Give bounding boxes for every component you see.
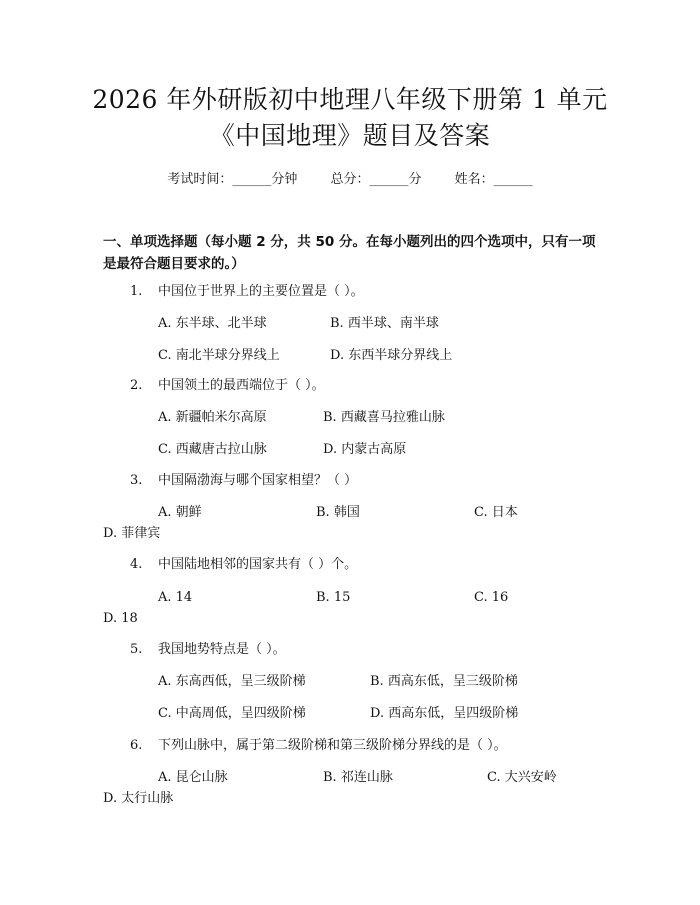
question-2-option-d: D. 内蒙古高原 xyxy=(323,442,407,457)
question-2-option-c: C. 西藏唐古拉山脉 xyxy=(158,442,267,457)
question-1-option-b: B. 西半球、南半球 xyxy=(330,316,439,331)
question-1 xyxy=(130,283,364,301)
question-number: 3. xyxy=(130,473,143,488)
question-text: 中国陆地相邻的国家共有（ ）个。 xyxy=(158,557,358,572)
question-6-option-c: C. 大兴安岭 xyxy=(487,770,557,785)
section-heading xyxy=(103,231,598,275)
question-6-option-b: B. 祁连山脉 xyxy=(323,770,393,785)
question-5-option-c: C. 中高周低，呈四级阶梯 xyxy=(158,706,306,721)
question-text: 下列山脉中，属于第二级阶梯和第三级阶梯分界线的是（ ）。 xyxy=(158,738,507,753)
document-title-line-2: 《中国地理》题目及答案 xyxy=(209,121,491,150)
question-number: 5. xyxy=(130,642,143,657)
question-1-option-c: C. 南北半球分界线上 xyxy=(158,348,280,363)
question-text: 中国位于世界上的主要位置是（ ）。 xyxy=(158,284,364,299)
question-5 xyxy=(130,641,286,659)
exam-info xyxy=(0,168,700,187)
section-heading-line-1: 一、单项选择题（每小题 2 分，共 50 分。在每小题列出的四个选项中，只有一项 xyxy=(103,234,596,250)
document-title-line-1: 2026 年外研版初中地理八年级下册第 1 单元 xyxy=(92,85,608,114)
question-3 xyxy=(130,472,357,490)
question-number: 6. xyxy=(130,738,143,753)
exam-score-field: 总分：______分 xyxy=(330,172,422,187)
question-number: 2. xyxy=(130,378,143,393)
question-5-option-d: D. 西高东低，呈四级阶梯 xyxy=(370,706,519,721)
question-2-option-a: A. 新疆帕米尔高原 xyxy=(158,410,267,425)
question-5-option-b: B. 西高东低，呈三级阶梯 xyxy=(370,674,518,689)
question-4 xyxy=(130,556,357,574)
question-3-option-a: A. 朝鲜 xyxy=(158,505,202,520)
question-text: 中国领土的最西端位于（ ）。 xyxy=(158,378,325,393)
question-number: 4. xyxy=(130,557,143,572)
exam-time-field: 考试时间：______分钟 xyxy=(167,172,298,187)
question-2-option-b: B. 西藏喜马拉雅山脉 xyxy=(323,410,445,425)
question-1-option-d: D. 东西半球分界线上 xyxy=(330,348,453,363)
question-5-option-a: A. 东高西低，呈三级阶梯 xyxy=(158,674,306,689)
question-6-option-d: D. 太行山脉 xyxy=(103,791,174,806)
question-3-option-b: B. 韩国 xyxy=(316,505,360,520)
question-2 xyxy=(130,377,325,395)
question-4-option-b: B. 15 xyxy=(316,590,351,605)
question-3-option-d: D. 菲律宾 xyxy=(103,526,161,541)
section-heading-line-2: 是最符合题目要求的。） xyxy=(103,256,245,272)
question-1-option-a: A. 东半球、北半球 xyxy=(158,316,267,331)
question-4-option-d: D. 18 xyxy=(103,611,138,626)
question-text: 我国地势特点是（ ）。 xyxy=(158,642,286,657)
exam-name-field: 姓名：______ xyxy=(454,172,533,187)
question-number: 1. xyxy=(130,284,143,299)
question-3-option-c: C. 日本 xyxy=(474,505,518,520)
question-4-option-c: C. 16 xyxy=(474,590,509,605)
question-6 xyxy=(130,737,507,755)
question-text: 中国隔渤海与哪个国家相望？（ ） xyxy=(158,473,358,488)
question-4-option-a: A. 14 xyxy=(158,590,193,605)
question-6-option-a: A. 昆仑山脉 xyxy=(158,770,228,785)
